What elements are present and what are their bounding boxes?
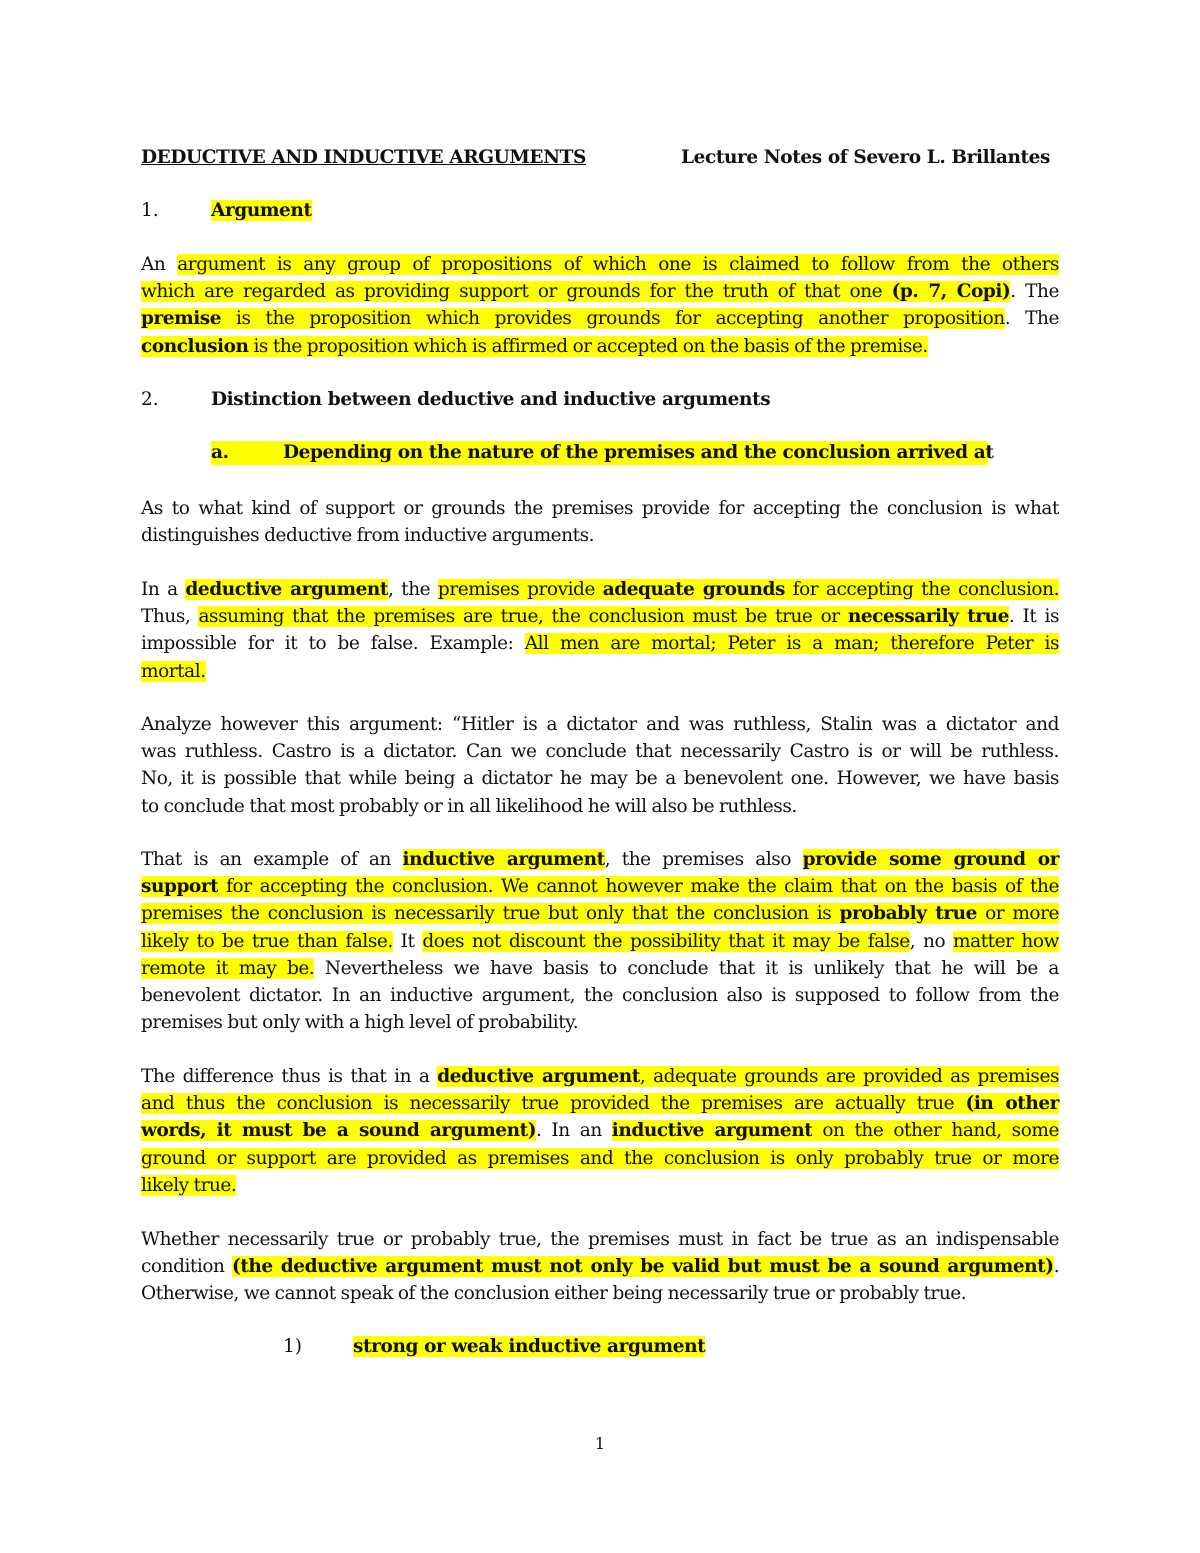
page-number: 1 xyxy=(594,1434,606,1453)
section-1-title: Argument xyxy=(211,200,312,221)
section-2-title: Distinction between deductive and inductive arguments xyxy=(211,389,771,410)
document-author: Lecture Notes of Severo L. Brillantes xyxy=(681,147,1051,168)
document-title: DEDUCTIVE AND INDUCTIVE ARGUMENTS xyxy=(141,147,586,168)
subsection-a-heading xyxy=(211,441,994,465)
paragraph-sound-argument: Whether necessarily true or probably true, the premises must in fact be true as an indispensable condition (the deductive argument must not only be valid but must be a sound argument). Otherwise, we cannot speak of the conclusion either being necessarily true or probably true. xyxy=(141,1229,1059,1305)
paragraph-inductive: That is an example of an inductive argument, the premises also provide some ground or support for accepting the conclusion. We cannot however make the claim that on the basis of the premises the conclusion is necessarily true but only that the conclusion is probably true or more likely to be true than false. It does not discount the possibility that it may be false, no matter how remote it may be. Nevertheless we have basis to conclude that it is unlikely that he will be a benevolent dictator. In an inductive argument, the conclusion also is supposed to follow from the premises but only with a high level of probability. xyxy=(141,849,1060,1034)
paragraph-deductive: In a deductive argument, the premises provide adequate grounds for accepting the conclusion. Thus, assuming that the premises are true, the conclusion must be true or necessarily true. It is impossible for it to be false. Example: All men are mortal; Peter is a man; therefore Peter is mortal. xyxy=(141,579,1059,682)
header xyxy=(141,146,1059,170)
subsection-a-number: a. xyxy=(211,442,229,463)
paragraph-difference: The difference thus is that in a deductive argument, adequate grounds are provided as premises and thus the conclusion is necessarily true provided the premises are actually true (in other words, it must be a sound argument). In an inductive argument on the other hand, some ground or support are provided as premises and the conclusion is only probably true or more likely true. xyxy=(141,1066,1060,1196)
subsection-a-title: Depending on the nature of the premises and the conclusion arrived at xyxy=(283,442,994,463)
paragraph-argument-definition: An argument is any group of propositions of which one is claimed to follow from the others which are regarded as providing support or grounds for the truth of that one (p. 7, Copi). The premise is the proposition which provides grounds for accepting another proposition. The conclusion is the proposition which is affirmed or accepted on the basis of the premise. xyxy=(141,254,1060,357)
subsection-1-number: 1) xyxy=(283,1336,302,1357)
section-2-number: 2. xyxy=(141,389,159,410)
section-1-number: 1. xyxy=(141,200,159,221)
paragraph-distinction: As to what kind of support or grounds the premises provide for accepting the conclusion is what distinguishes deductive from inductive arguments. xyxy=(141,498,1059,547)
subsection-1-title: strong or weak inductive argument xyxy=(353,1336,706,1357)
paragraph-dictator-example: Analyze however this argument: “Hitler is a dictator and was ruthless, Stalin was a dictator and was ruthless. Castro is a dictator. Can we conclude that necessarily Castro is or will be ruthless. No, it is possible that while being a dictator he may be a benevolent one. However, we have basis to conclude that most probably or in all likelihood he will also be ruthless. xyxy=(141,714,1059,817)
